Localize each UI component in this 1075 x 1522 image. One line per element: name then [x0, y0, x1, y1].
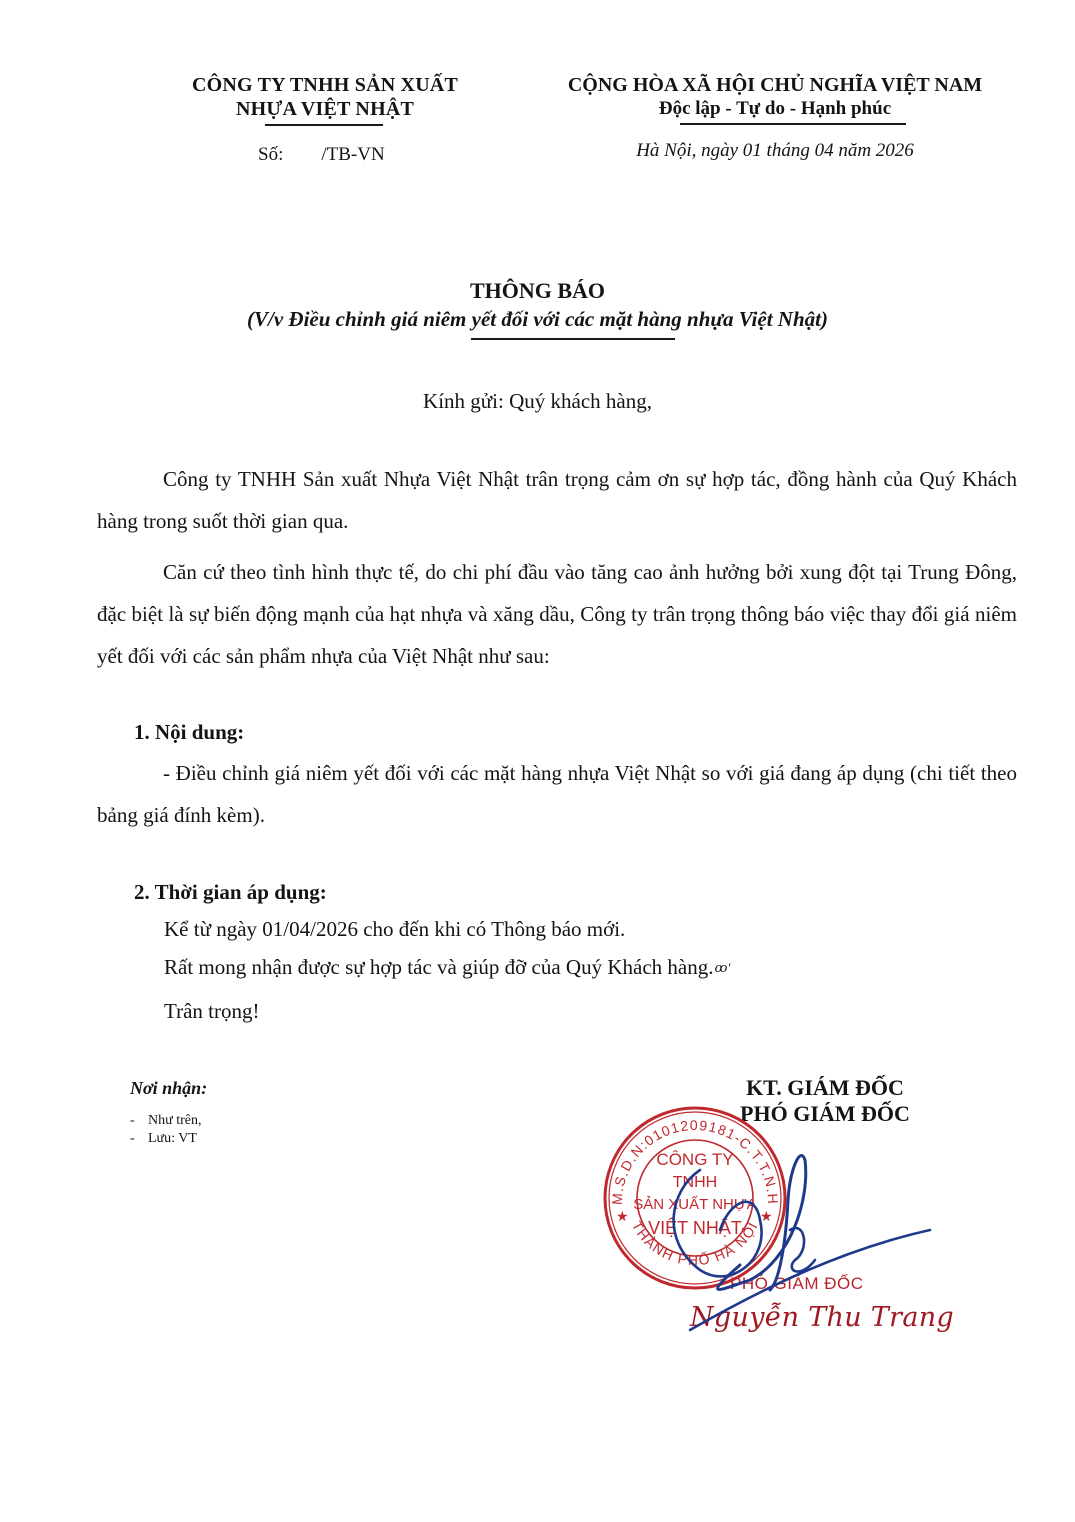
- bullet-dash: -: [130, 1113, 135, 1128]
- document-number: [258, 144, 385, 166]
- bullet-dash: -: [130, 1131, 135, 1146]
- effective-date-line: Kể từ ngày 01/04/2026 cho đến khi có Thông báo mới.: [164, 917, 626, 941]
- signature-title-deputy: PHÓ GIÁM ĐỐC: [740, 1101, 910, 1126]
- national-motto-underline: [680, 123, 906, 125]
- greeting: Kính gửi: Quý khách hàng,: [423, 389, 652, 413]
- signature-title-director: KT. GIÁM ĐỐC: [746, 1075, 904, 1100]
- svg-text:THÀNH PHỐ HÀ NỘI: THÀNH PHỐ HÀ NỘI: [628, 1218, 762, 1269]
- company-name-line1: CÔNG TY TNHH SẢN XUẤT: [191, 74, 459, 96]
- closing-line: Trân trọng!: [164, 999, 260, 1023]
- recipient-item: [130, 1113, 201, 1129]
- section-content-body: [97, 752, 1017, 836]
- document-subject: (V/v Điều chỉnh giá niêm yết đối với các mặt hàng nhựa Việt Nhật): [247, 307, 828, 331]
- company-header: [160, 73, 490, 121]
- svg-text:★: ★: [616, 1209, 629, 1225]
- company-header-underline: [265, 124, 383, 126]
- document-number-value: /TB-VN: [321, 144, 385, 165]
- recipient-text: Lưu: VT: [148, 1131, 197, 1146]
- svg-text:CÔNG TY: CÔNG TY: [656, 1150, 734, 1169]
- paragraph-thanks: [97, 458, 1017, 542]
- company-stamp-icon: [600, 1103, 790, 1293]
- paragraph-text: Căn cứ theo tình hình thực tế, do chi phí đầu vào tăng cao ảnh hưởng bởi xung đột tại Trung Đông, đặc biệt là sự biến động mạnh của hạt nhựa và xăng dầu, Công ty trân trọng thông báo việc thay đổi giá niêm yết đối với các sản phẩm nhựa của Việt Nhật như sau:: [97, 560, 1017, 668]
- national-title: CỘNG HÒA XÃ HỘI CHỦ NGHĨA VIỆT NAM: [567, 74, 983, 96]
- section-heading-effective-time: 2. Thời gian áp dụng:: [134, 880, 327, 904]
- recipient-item: [130, 1131, 197, 1147]
- recipients-title: Nơi nhận:: [130, 1078, 208, 1098]
- subject-underline: [471, 338, 675, 340]
- cooperation-text: Rất mong nhận được sự hợp tác và giúp đỡ của Quý Khách hàng.: [164, 955, 714, 979]
- svg-text:VIỆT NHẬT: VIỆT NHẬT: [648, 1218, 742, 1238]
- svg-text:M.S.D.N:0101209181-C.T.T.N.H: M.S.D.N:0101209181-C.T.T.N.H: [608, 1116, 782, 1206]
- national-header: [540, 73, 1010, 121]
- paragraph-text: Công ty TNHH Sản xuất Nhựa Việt Nhật trân trọng cảm ơn sự hợp tác, đồng hành của Quý Khách hàng trong suốt thời gian qua.: [97, 467, 1017, 533]
- company-name-line2: NHỰA VIỆT NHẬT: [235, 98, 415, 120]
- cooperation-line: [164, 955, 730, 980]
- svg-text:SẢN XUẤT NHỰA: SẢN XUẤT NHỰA: [633, 1196, 757, 1213]
- document-number-label: Số:: [258, 144, 284, 165]
- paragraph-reason: [97, 551, 1017, 677]
- signer-name: Nguyễn Thu Trang: [690, 1302, 954, 1333]
- document-title: THÔNG BÁO: [469, 278, 606, 303]
- initial-mark-icon: ꝏ': [714, 960, 731, 975]
- svg-text:TNHH: TNHH: [672, 1174, 718, 1191]
- signer-position: PHÓ GIÁM ĐỐC: [730, 1274, 864, 1293]
- document-date: Hà Nội, ngày 01 tháng 04 năm 2026: [636, 140, 914, 161]
- section-content-text: - Điều chỉnh giá niêm yết đối với các mặt hàng nhựa Việt Nhật so với giá đang áp dụng (chi tiết theo bảng giá đính kèm).: [97, 761, 1017, 827]
- recipient-text: Như trên,: [148, 1113, 202, 1128]
- national-motto: Độc lập - Tự do - Hạnh phúc: [658, 98, 892, 119]
- svg-text:★: ★: [760, 1209, 773, 1225]
- section-heading-content: 1. Nội dung:: [134, 720, 245, 744]
